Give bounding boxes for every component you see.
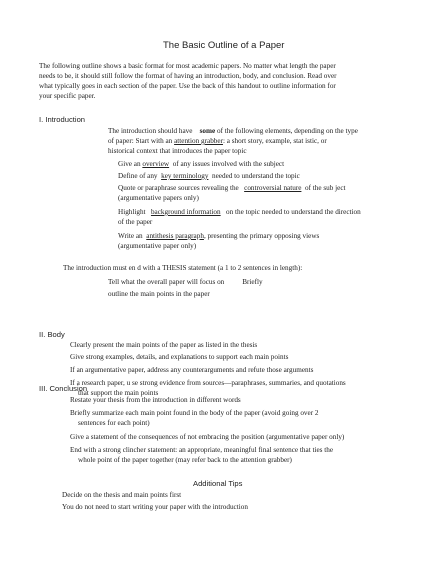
body-list-item: Clearly present the main points of the paper as listed in the thesis bbox=[70, 341, 258, 349]
text-span: needed to understand the topic bbox=[212, 172, 300, 180]
intro-list-item-continued: of the paper bbox=[118, 218, 153, 226]
text-span: of the sub ject bbox=[305, 184, 346, 192]
text-span: Tell what the overall paper will focus on bbox=[108, 278, 225, 286]
conclusion-list-item: Restate your thesis from the introduction in different words bbox=[70, 396, 241, 404]
text-span: : a short story, example, stat istic, or bbox=[222, 137, 327, 145]
section-heading: III. Conclusion bbox=[39, 384, 88, 393]
conclusion-list-item-continued: sentences for each point) bbox=[78, 419, 150, 427]
conclusion-list-item: End with a strong clincher statement: an appropriate, meaningful final sentence that ties the bbox=[70, 446, 334, 454]
emphasis-text: some bbox=[199, 127, 216, 135]
body-list-item-continued: that support the main points bbox=[78, 389, 159, 397]
intro-list-item bbox=[118, 172, 300, 181]
section-heading: Additional Tips bbox=[193, 479, 243, 488]
text-span: Quote or paraphrase sources revealing the bbox=[118, 184, 239, 192]
text-span: Highlight bbox=[118, 208, 146, 216]
intro-list-item bbox=[118, 232, 319, 241]
underlined-term: background information bbox=[150, 208, 221, 216]
conclusion-list-item: Briefly summarize each main point found in the body of the paper (avoid going over 2 bbox=[70, 409, 319, 417]
conclusion-list-item-continued: whole point of the paper together (may refer back to the attention grabber) bbox=[78, 456, 292, 464]
paragraph-line: your specific paper. bbox=[39, 92, 96, 100]
underlined-term: key terminology bbox=[161, 172, 209, 180]
intro-lead-line bbox=[108, 127, 358, 136]
text-span: Give an bbox=[118, 160, 141, 168]
intro-list-item bbox=[118, 184, 346, 193]
text-span: of any issues involved with the subject bbox=[172, 160, 285, 168]
thesis-list-item: outline the main points in the paper bbox=[108, 290, 210, 298]
intro-list-item-continued: (argumentative paper only) bbox=[118, 242, 197, 250]
underlined-term: overview bbox=[142, 160, 170, 168]
text-span: The introduction should have bbox=[108, 127, 193, 135]
intro-lead-line: historical context that introduces the paper topic bbox=[108, 147, 247, 155]
intro-list-item-continued: (argumentative papers only) bbox=[118, 194, 199, 202]
text-span: , presenting the primary opposing views bbox=[203, 232, 320, 240]
section-heading: I. Introduction bbox=[39, 115, 86, 124]
underlined-term: attention grabber bbox=[174, 137, 223, 145]
page-title: The Basic Outline of a Paper bbox=[163, 40, 285, 51]
underlined-term: antithesis paragraph bbox=[146, 232, 204, 240]
paragraph-line: needs to be, it should still follow the format of having an introduction, body, and conclusion. Read over bbox=[39, 72, 337, 80]
paragraph-line: what typically goes in each section of the paper. Use the back of this handout to outline information for bbox=[39, 82, 336, 90]
conclusion-list-item: Give a statement of the consequences of not embracing the position (argumentative paper only) bbox=[70, 433, 345, 441]
text-span: of the following elements, depending on the type bbox=[217, 127, 358, 135]
tips-list-item: Decide on the thesis and main points first bbox=[62, 491, 182, 499]
tips-list-item: You do not need to start writing your paper with the introduction bbox=[62, 503, 248, 511]
text-span: on the topic needed to understand the direction bbox=[226, 208, 361, 216]
text-span: Define of any bbox=[118, 172, 158, 180]
intro-list-item bbox=[118, 160, 284, 169]
body-list-item: If an argumentative paper, address any counterarguments and refute those arguments bbox=[70, 366, 314, 374]
body-list-item: If a research paper, u se strong evidence from sources—paraphrases, summaries, and quotations bbox=[70, 379, 346, 387]
intro-list-item bbox=[118, 208, 361, 217]
thesis-list-item bbox=[108, 278, 263, 287]
text-span: of paper: Start with an bbox=[108, 137, 173, 145]
section-heading: II. Body bbox=[39, 330, 65, 339]
text-span: Briefly bbox=[242, 278, 263, 286]
paragraph-line: The following outline shows a basic format for most academic papers. No matter what length the paper bbox=[39, 62, 336, 70]
body-list-item: Give strong examples, details, and explanations to support each main points bbox=[70, 353, 289, 361]
underlined-term: controversial nature bbox=[244, 184, 302, 192]
thesis-instruction: The introduction must en d with a THESIS statement (a 1 to 2 sentences in length): bbox=[63, 264, 303, 272]
intro-lead-line bbox=[108, 137, 327, 146]
text-span: Write an bbox=[118, 232, 143, 240]
